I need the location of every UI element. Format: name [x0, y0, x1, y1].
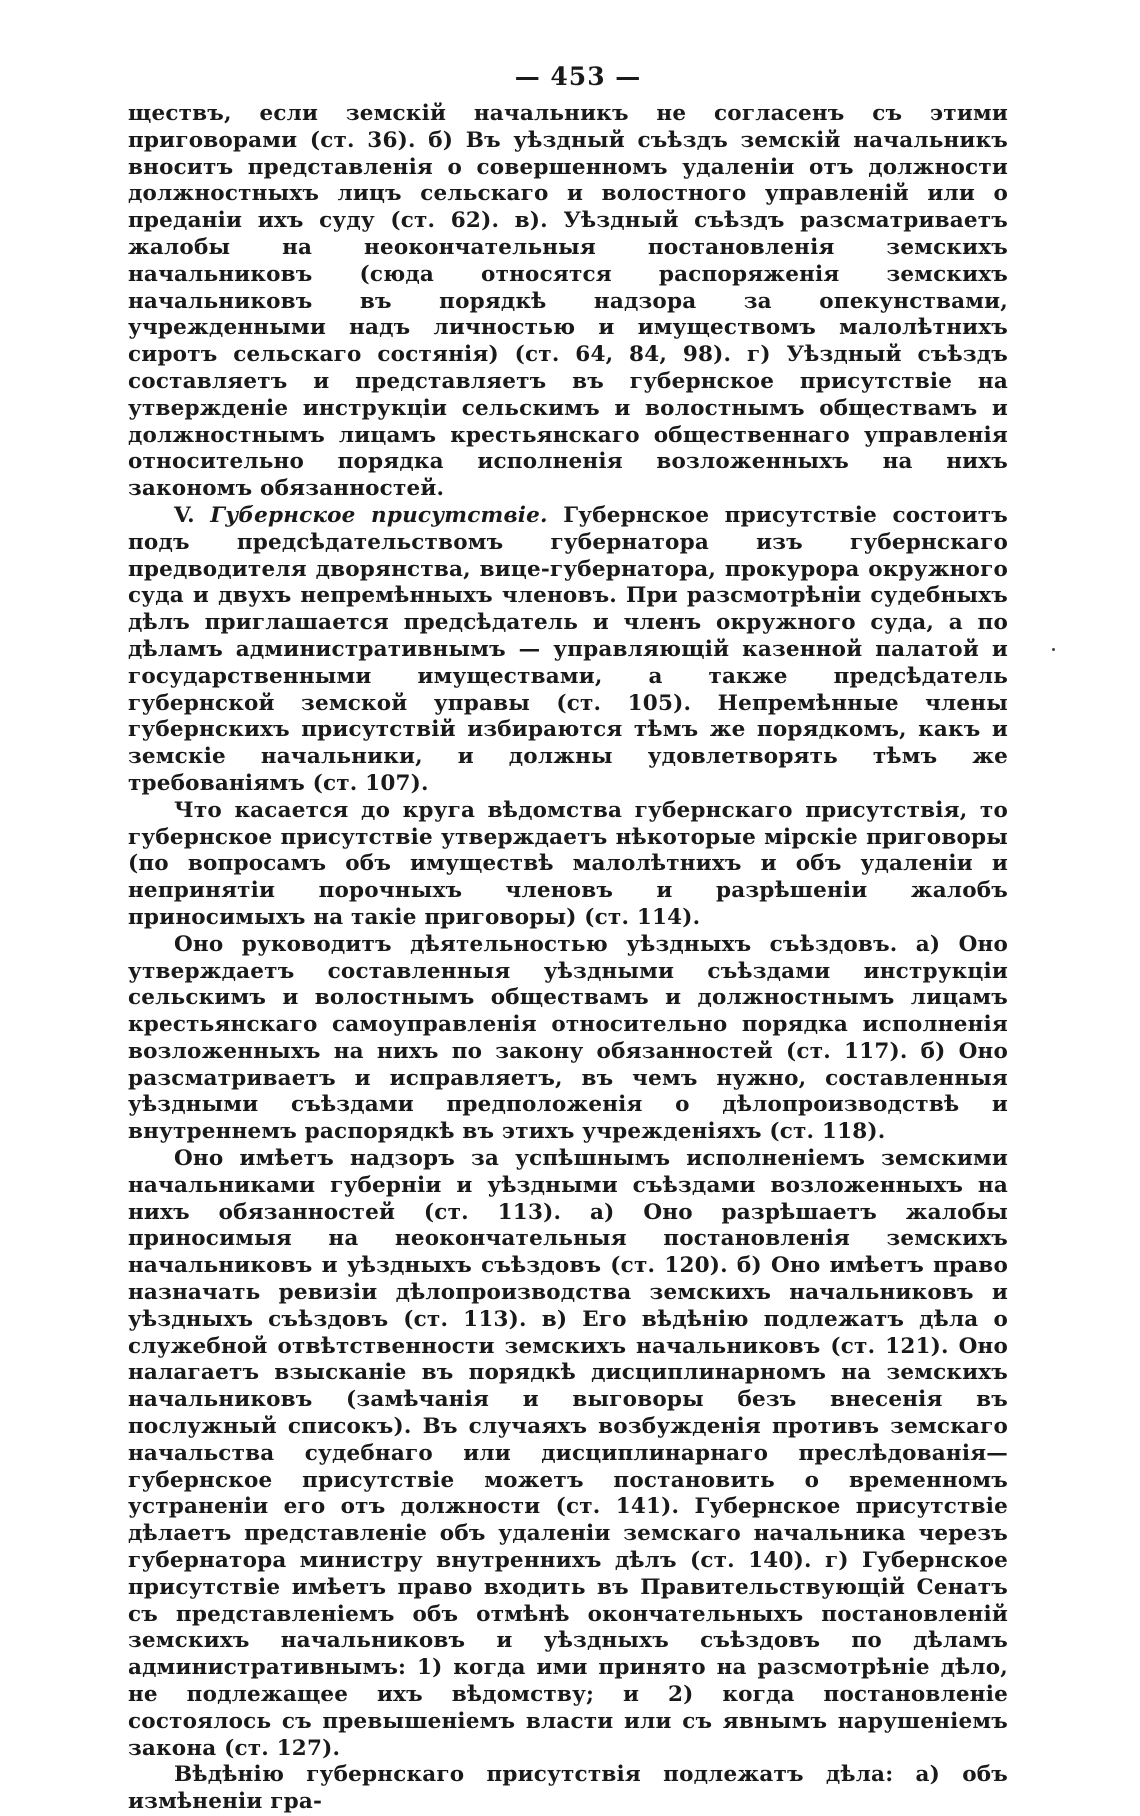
paragraph-3: Что касается до круга вѣдомства губернскаго присутствія, то губернское присутствіе утверждаетъ нѣкоторые мірскіе приговоры (по вопросамъ объ имуществѣ малолѣтнихъ и объ удаленіи и непринятіи порочныхъ членовъ и разрѣшеніи жалобъ приносимыхъ на такіе приговоры) (ст. 114).	[128, 797, 1008, 930]
paragraph-5: Оно имѣетъ надзоръ за успѣшнымъ исполненіемъ земскими начальниками губерніи и уѣздными съѣздами возложенныхъ на нихъ обязанностей (ст. 113). а) Оно разрѣшаетъ жалобы приносимыя на неокончательныя постановленія земскихъ начальниковъ и уѣздныхъ съѣздовъ (ст. 120). б) Оно имѣетъ право назначать ревизіи дѣлопроизводства земскихъ начальниковъ и уѣздныхъ съѣздовъ (ст. 113). в) Его вѣдѣнію подлежатъ дѣла о служебной отвѣтственности земскихъ начальниковъ (ст. 121). Оно налагаетъ взысканіе въ порядкѣ дисциплинарномъ на земскихъ начальниковъ (замѣчанія и выговоры безъ внесенія въ послужный списокъ). Въ случаяхъ возбужденія противъ земскаго начальства судебнаго или дисциплинарнаго преслѣдованія—губернское присутствіе можетъ постановить о временномъ устраненіи его отъ должности (ст. 141). Губернское присутствіе дѣлаетъ представленіе объ удаленіи земскаго начальника черезъ губернатора министру внутреннихъ дѣлъ (ст. 140). г) Губернское присутствіе имѣетъ право входить въ Правительствующій Сенатъ съ представленіемъ объ отмѣнѣ окончательныхъ постановленій земскихъ начальниковъ и уѣздныхъ съѣздовъ по дѣламъ административнымъ: 1) когда ими принято на разсмотрѣніе дѣло, не подлежащее ихъ вѣдомству; и 2) когда постановленіе состоялось съ превышеніемъ власти или съ явнымъ нарушеніемъ закона (ст. 127).	[128, 1146, 1008, 1761]
section-numeral: V.	[174, 502, 195, 528]
paragraph-2-body: Губернское присутствіе состоитъ подъ предсѣдательствомъ губернатора изъ губернскаго предводителя дворянства, вице-губернатора, прокурора окружного суда и двухъ непремѣнныхъ членовъ. При разсмотрѣніи судебныхъ дѣлъ приглашается предсѣдатель и членъ окружного суда, а по дѣламъ административнымъ — управляющій казенной палатой и государственными имуществами, а также предсѣдатель губернской земской управы (ст. 105). Непремѣнные члены губернскихъ присутствій избираются тѣмъ же порядкомъ, какъ и земскіе начальники, и должны удовлетворять тѣмъ же требованіямъ (ст. 107).	[128, 502, 1008, 796]
page-number: — 453 —	[514, 62, 642, 91]
paragraph-4: Оно руководитъ дѣятельностью уѣздныхъ съѣздовъ. а) Оно утверждаетъ составленныя уѣздными съѣздами инструкціи сельскимъ и волостнымъ обществамъ и должностнымъ лицамъ крестьянскаго самоуправленія относительно порядка исполненія возложенныхъ на нихъ по закону обязанностей (ст. 117). б) Оно разсматриваетъ и исправляетъ, въ чемъ нужно, составленныя уѣздными съѣздами предположенія о дѣлопроизводствѣ и внутреннемъ распорядкѣ въ этихъ учрежденіяхъ (ст. 118).	[128, 931, 1008, 1145]
section-heading: Губернское присутствіе.	[210, 502, 548, 528]
paragraph-6: Вѣдѣнію губернскаго присутствія подлежатъ дѣла: а) объ измѣненіи гра-	[128, 1762, 1008, 1815]
paragraph-1: ществъ, если земскій начальникъ не согласенъ съ этими приговорами (ст. 36). б) Въ уѣздный съѣздъ земскій начальникъ вноситъ представленія о совершенномъ удаленіи отъ должности должностныхъ лицъ сельскаго и волостного управленій или о преданіи ихъ суду (ст. 62). в). Уѣздный съѣздъ разсматриваетъ жалобы на неокончательныя постановленія земскихъ начальниковъ (сюда относятся распоряженія земскихъ начальниковъ въ порядкѣ надзора за опекунствами, учрежденными надъ личностью и имуществомъ малолѣтнихъ сиротъ сельскаго состянія) (ст. 64, 84, 98). г) Уѣздный съѣздъ составляетъ и представляетъ въ губернское присутствіе на утвержденіе инструкціи сельскимъ и волостнымъ обществамъ и должностнымъ лицамъ крестьянскаго общественнаго управленія относительно порядка исполненія возложенныхъ на нихъ закономъ обязанностей.	[128, 101, 1008, 502]
paragraph-2	[128, 503, 1008, 798]
stray-ink-mark	[1052, 648, 1055, 651]
